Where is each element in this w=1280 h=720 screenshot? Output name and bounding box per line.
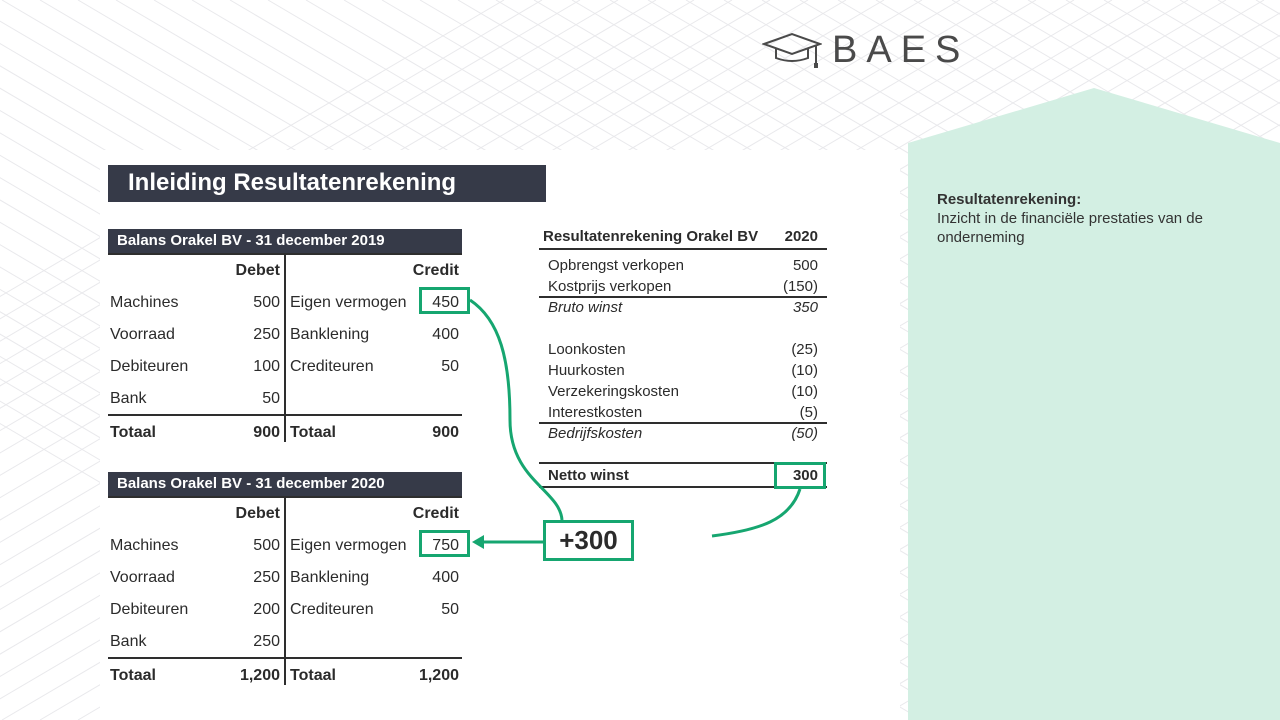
debet-label: Machines — [110, 294, 179, 311]
credit-value: 50 — [441, 601, 459, 618]
page-title: Inleiding Resultatenrekening — [108, 165, 546, 202]
info-panel — [937, 190, 1257, 247]
credit-label: Banklening — [290, 326, 370, 343]
debet-value: 250 — [253, 569, 280, 586]
credit-value: 400 — [432, 326, 459, 343]
total-credit: 900 — [432, 424, 459, 441]
netto-winst-label: Netto winst — [548, 467, 629, 484]
debet-label: Voorraad — [110, 326, 175, 343]
row-label: Bedrijfskosten — [548, 425, 643, 442]
row-label: Opbrengst verkopen — [548, 257, 684, 274]
resultatenrekening-title: Resultatenrekening Orakel BV — [543, 228, 759, 245]
row-label: Bruto winst — [548, 299, 623, 316]
debet-label: Bank — [110, 633, 147, 650]
row-value: (150) — [782, 278, 818, 295]
highlight-box-equity-2020 — [419, 530, 470, 557]
debet-header: Debet — [235, 505, 280, 522]
divider — [539, 422, 827, 424]
total-label: Totaal — [110, 667, 156, 684]
total-credit: 1,200 — [418, 667, 459, 684]
change-label-box: +300 — [543, 520, 634, 561]
row-value: (50) — [791, 425, 818, 442]
divider — [539, 296, 827, 298]
info-panel-body: Inzicht in de financiële prestaties van de onderneming — [937, 210, 1203, 246]
debet-label: Machines — [110, 537, 179, 554]
debet-header: Debet — [235, 262, 280, 279]
credit-value: 750 — [432, 537, 459, 554]
column-divider — [284, 496, 286, 685]
credit-label: Crediteuren — [290, 358, 374, 375]
row-label: Kostprijs verkopen — [548, 278, 672, 295]
debet-label: Debiteuren — [110, 601, 189, 618]
row-label: Interestkosten — [548, 404, 643, 421]
debet-value: 250 — [253, 326, 280, 343]
total-label: Totaal — [110, 424, 156, 441]
row-value: (25) — [791, 341, 818, 358]
row-value: (10) — [791, 383, 818, 400]
credit-label: Eigen vermogen — [290, 294, 407, 311]
total-label: Totaal — [290, 424, 336, 441]
balans-2020-table — [108, 472, 462, 687]
row-label: Huurkosten — [548, 362, 625, 379]
graduation-cap-icon — [762, 30, 822, 70]
brand-logo — [762, 28, 969, 72]
debet-label: Bank — [110, 390, 147, 407]
debet-label: Debiteuren — [110, 358, 189, 375]
table-header-row — [539, 228, 827, 248]
credit-value: 450 — [432, 294, 459, 311]
row-value: 500 — [792, 257, 818, 274]
credit-header: Credit — [412, 505, 459, 522]
debet-value: 50 — [262, 390, 280, 407]
row-label: Loonkosten — [548, 341, 626, 358]
debet-value: 250 — [253, 633, 280, 650]
row-label: Verzekeringskosten — [548, 383, 679, 400]
row-value: 350 — [792, 299, 818, 316]
credit-header: Credit — [412, 262, 459, 279]
credit-label: Crediteuren — [290, 601, 374, 618]
column-divider — [284, 253, 286, 442]
info-panel-background — [908, 88, 1280, 720]
debet-value: 200 — [253, 601, 280, 618]
credit-label: Eigen vermogen — [290, 537, 407, 554]
year-header: 2020 — [784, 228, 818, 245]
netto-winst-value: 300 — [792, 467, 818, 484]
row-value: (10) — [791, 362, 818, 379]
debet-value: 100 — [253, 358, 280, 375]
row-value: (5) — [799, 404, 818, 421]
total-debet: 900 — [253, 424, 280, 441]
balans-2020-title: Balans Orakel BV - 31 december 2020 — [108, 472, 462, 496]
divider — [539, 248, 827, 250]
credit-label: Banklening — [290, 569, 370, 586]
total-label: Totaal — [290, 667, 336, 684]
debet-label: Voorraad — [110, 569, 175, 586]
brand-name: BAES — [832, 28, 970, 71]
balans-2019-title: Balans Orakel BV - 31 december 2019 — [108, 229, 462, 253]
highlight-box-netto-winst — [774, 462, 826, 489]
info-panel-heading: Resultatenrekening: — [937, 191, 1082, 208]
credit-value: 400 — [432, 569, 459, 586]
total-debet: 1,200 — [239, 667, 280, 684]
resultatenrekening-table — [539, 228, 827, 484]
balans-2019-table — [108, 229, 462, 444]
debet-value: 500 — [253, 537, 280, 554]
credit-value: 50 — [441, 358, 459, 375]
highlight-box-equity-2019 — [419, 287, 470, 314]
debet-value: 500 — [253, 294, 280, 311]
